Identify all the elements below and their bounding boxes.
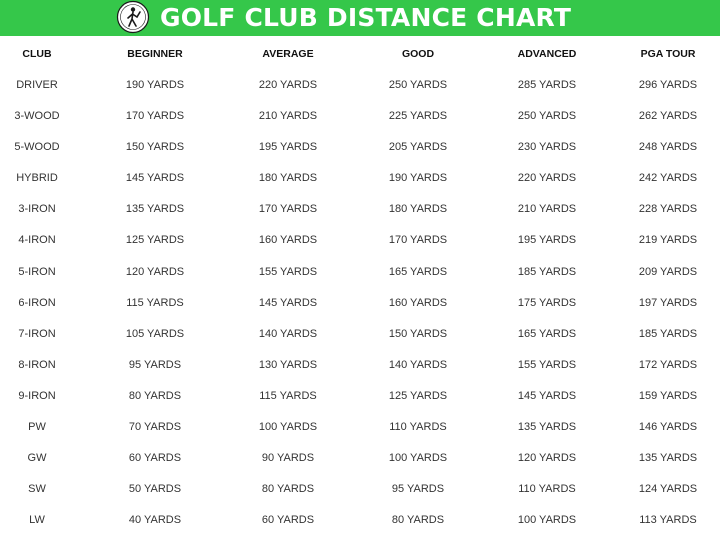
distance-cell: 220 YARDS (258, 79, 318, 91)
distance-cell: 145 YARDS (517, 389, 577, 402)
distance-cell: 100 YARDS (388, 452, 448, 465)
table-row (0, 474, 720, 505)
distance-cell: 262 YARDS (638, 110, 698, 123)
distance-cell: 113 YARDS (639, 514, 697, 527)
club-name-cell: 9-IRON (18, 389, 56, 402)
table-row (0, 443, 720, 474)
club-name-cell: PW (28, 421, 46, 434)
distance-cell: 80 YARDS (261, 483, 315, 496)
table-row (0, 225, 720, 256)
table-row (0, 70, 720, 101)
distance-cell: 165 YARDS (388, 265, 448, 278)
distance-cell: 160 YARDS (258, 234, 318, 247)
distance-cell: 40 YARDS (128, 514, 182, 527)
page-title: GOLF CLUB DISTANCE CHART (160, 3, 572, 32)
distance-cell: 285 YARDS (517, 79, 577, 91)
distance-cell: 90 YARDS (261, 452, 315, 465)
distance-cell: 50 YARDS (128, 483, 182, 496)
golfer-logo-icon (116, 0, 150, 34)
distance-cell: 140 YARDS (388, 358, 448, 371)
distance-cell: 70 YARDS (128, 421, 182, 434)
club-name-cell: 3-IRON (18, 203, 56, 216)
distance-cell: 100 YARDS (517, 514, 577, 527)
distance-cell: 95 YARDS (391, 483, 445, 496)
distance-table (0, 40, 720, 536)
distance-cell: 145 YARDS (125, 172, 185, 185)
distance-cell: 190 YARDS (125, 79, 185, 91)
distance-cell: 135 YARDS (125, 203, 185, 216)
table-row (0, 132, 720, 163)
distance-cell: 248 YARDS (638, 141, 698, 154)
distance-cell: 159 YARDS (638, 389, 698, 402)
column-header: GOOD (401, 48, 435, 60)
distance-cell: 190 YARDS (388, 172, 448, 185)
distance-cell: 100 YARDS (258, 421, 318, 434)
distance-cell: 115 YARDS (126, 296, 184, 309)
distance-cell: 197 YARDS (638, 296, 698, 309)
distance-cell: 228 YARDS (638, 203, 698, 216)
club-name-cell: 5-IRON (18, 265, 56, 278)
distance-cell: 242 YARDS (638, 172, 698, 185)
distance-cell: 250 YARDS (388, 79, 448, 91)
distance-cell: 209 YARDS (638, 265, 698, 278)
distance-cell: 60 YARDS (261, 514, 315, 527)
distance-cell: 210 YARDS (517, 203, 577, 216)
distance-cell: 165 YARDS (517, 327, 577, 340)
distance-cell: 80 YARDS (128, 389, 182, 402)
distance-cell: 172 YARDS (638, 358, 698, 371)
distance-cell: 185 YARDS (517, 265, 577, 278)
distance-cell: 115 YARDS (259, 389, 317, 402)
table-row (0, 412, 720, 443)
distance-cell: 146 YARDS (638, 421, 698, 434)
distance-cell: 180 YARDS (258, 172, 318, 185)
distance-cell: 175 YARDS (517, 296, 577, 309)
distance-cell: 120 YARDS (517, 452, 577, 465)
table-row (0, 319, 720, 350)
club-name-cell: 8-IRON (18, 358, 56, 371)
table-row (0, 505, 720, 536)
club-name-cell: SW (28, 483, 46, 496)
distance-cell: 195 YARDS (258, 141, 318, 154)
club-name-cell: 7-IRON (18, 327, 56, 340)
distance-cell: 155 YARDS (258, 265, 318, 278)
distance-cell: 130 YARDS (258, 358, 318, 371)
club-name-cell: 4-IRON (18, 234, 56, 247)
distance-cell: 170 YARDS (388, 234, 448, 247)
distance-cell: 230 YARDS (517, 141, 577, 154)
distance-cell: 95 YARDS (128, 358, 182, 371)
distance-cell: 296 YARDS (638, 79, 698, 91)
column-header: BEGINNER (127, 48, 183, 60)
distance-cell: 105 YARDS (125, 327, 185, 340)
club-name-cell: DRIVER (16, 79, 58, 91)
distance-cell: 60 YARDS (128, 452, 182, 465)
distance-cell: 125 YARDS (125, 234, 185, 247)
column-header: CLUB (22, 48, 52, 60)
table-header-row (0, 40, 720, 70)
column-header: ADVANCED (517, 48, 577, 60)
table-row (0, 288, 720, 319)
club-name-cell: 6-IRON (18, 296, 56, 309)
column-header: AVERAGE (262, 48, 314, 60)
distance-cell: 150 YARDS (388, 327, 448, 340)
club-name-cell: LW (29, 514, 45, 527)
table-row (0, 350, 720, 381)
distance-cell: 210 YARDS (258, 110, 318, 123)
club-name-cell: GW (27, 452, 47, 465)
table-row (0, 381, 720, 412)
distance-cell: 155 YARDS (517, 358, 577, 371)
distance-cell: 135 YARDS (517, 421, 577, 434)
distance-cell: 124 YARDS (638, 483, 698, 496)
distance-cell: 145 YARDS (258, 296, 318, 309)
distance-cell: 160 YARDS (388, 296, 448, 309)
distance-cell: 195 YARDS (517, 234, 577, 247)
distance-cell: 110 YARDS (389, 421, 447, 434)
distance-cell: 110 YARDS (518, 483, 576, 496)
title-banner (0, 0, 720, 36)
distance-cell: 220 YARDS (517, 172, 577, 185)
distance-cell: 150 YARDS (125, 141, 185, 154)
distance-cell: 125 YARDS (388, 389, 448, 402)
distance-cell: 170 YARDS (125, 110, 185, 123)
distance-cell: 140 YARDS (258, 327, 318, 340)
distance-cell: 80 YARDS (391, 514, 445, 527)
distance-cell: 250 YARDS (517, 110, 577, 123)
distance-cell: 135 YARDS (638, 452, 698, 465)
club-name-cell: 3-WOOD (14, 110, 60, 123)
distance-cell: 120 YARDS (125, 265, 185, 278)
table-row (0, 101, 720, 132)
distance-cell: 219 YARDS (638, 234, 698, 247)
distance-cell: 180 YARDS (388, 203, 448, 216)
distance-cell: 205 YARDS (388, 141, 448, 154)
distance-cell: 170 YARDS (258, 203, 318, 216)
club-name-cell: 5-WOOD (14, 141, 60, 154)
distance-cell: 225 YARDS (388, 110, 448, 123)
distance-cell: 185 YARDS (638, 327, 698, 340)
table-row (0, 194, 720, 225)
table-row (0, 257, 720, 288)
club-name-cell: HYBRID (16, 172, 58, 185)
table-row (0, 163, 720, 194)
column-header: PGA TOUR (640, 48, 696, 60)
